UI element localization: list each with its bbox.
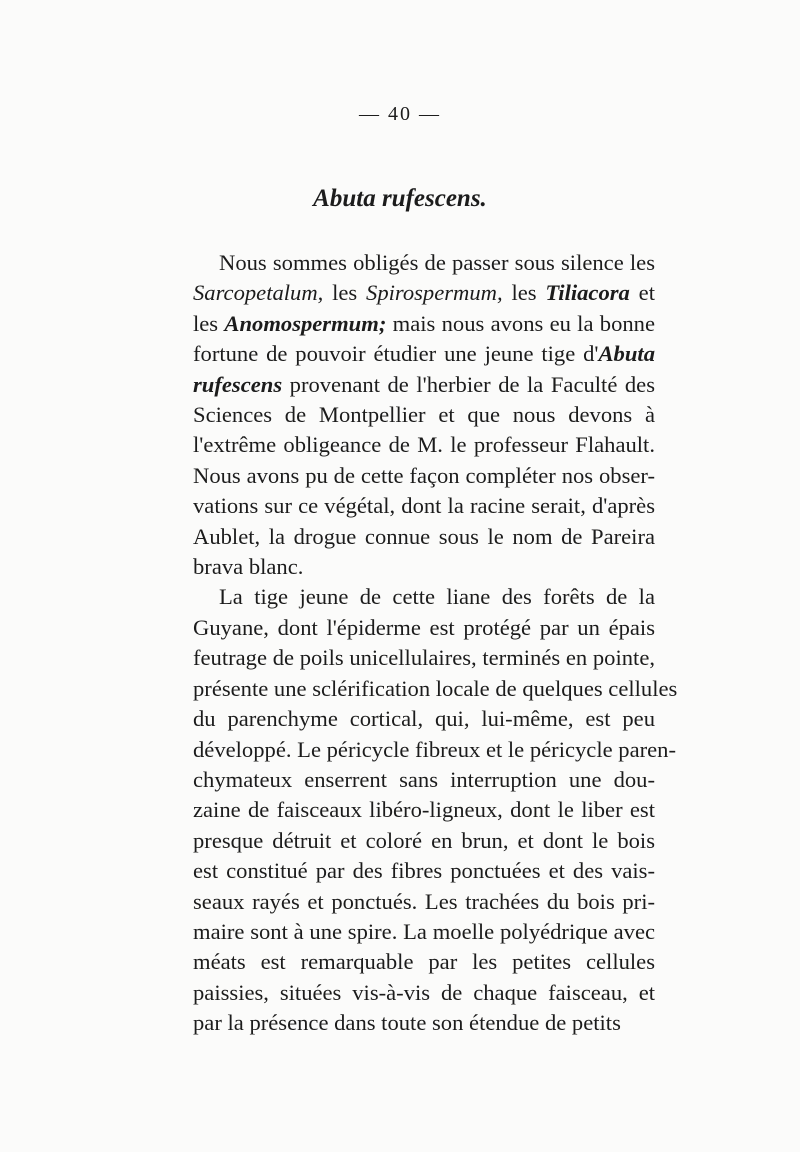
text-run: seaux rayés et ponctués. Les trachées du bois pri- [193,888,655,914]
text-run: Guyane, dont l'épiderme est protégé par un épais [193,614,655,640]
text-line [193,552,655,582]
text-line [193,887,655,917]
text-line [193,613,655,643]
italic-term: Abuta [598,341,655,367]
text-run: paissies, situées vis-à-vis de chaque faisceau, et [193,979,655,1005]
text-line [193,309,655,339]
text-run: est constitué par des fibres ponctuées et des vais- [193,858,655,884]
text-run: presque détruit et coloré en brun, et dont le bois [193,827,655,853]
paragraph-2 [193,582,678,1038]
italic-term: Sarcopetalum, [193,280,324,306]
text-line [193,582,655,612]
text-run: présente une sclérification locale de quelques cellules [193,675,678,701]
text-line [193,1008,655,1038]
text-line [193,826,655,856]
italic-term: Tiliacora [545,280,630,306]
text-line [193,947,655,977]
text-run: provenant de l'herbier de la Faculté des [282,371,655,397]
paragraph-1 [193,248,655,582]
text-line [193,522,655,552]
text-line [193,978,655,1008]
text-line [193,430,655,460]
text-line [193,248,655,278]
text-run: les [323,280,367,306]
text-run: développé. Le péricycle fibreux et le péricycle paren- [193,736,676,762]
text-run: les [193,310,225,336]
text-run: zaine de faisceaux libéro-ligneux, dont le liber est [193,797,655,823]
text-line [193,704,655,734]
text-run: vations sur ce végétal, dont la racine serait, d'après [193,493,655,519]
text-line [193,735,676,765]
section-title: Abuta rufescens. [313,185,487,212]
text-run: méats est remarquable par les petites cellules [193,949,655,975]
text-run: chymateux enserrent sans interruption une dou- [193,766,655,792]
text-run: Aublet, la drogue connue sous le nom de Pareira [193,523,655,549]
text-line [193,643,655,673]
text-run: maire sont à une spire. La moelle polyédrique avec [193,918,655,944]
text-line [193,856,655,886]
text-run: les [502,280,546,306]
text-line [193,917,655,947]
text-run: mais nous avons eu la bonne [386,310,655,336]
text-line [193,461,655,491]
text-line [193,491,655,521]
text-run: et [629,280,655,306]
text-run: fortune de pouvoir étudier une jeune tige d' [193,341,599,367]
text-run: l'extrême obligeance de M. le professeur Flahault. [193,432,655,458]
text-run: La tige jeune de cette liane des forêts de la [219,584,655,610]
page-number: — 40 — [359,103,441,125]
italic-term: Spirospermum, [366,280,503,306]
italic-term: Anomospermum; [224,310,387,336]
italic-term: rufescens [193,371,283,397]
text-run: feutrage de poils unicellulaires, terminés en pointe, [193,645,655,671]
text-run: Sciences de Montpellier et que nous devons à [193,402,655,428]
text-run: du parenchyme cortical, qui, lui-même, est peu [193,706,655,732]
text-line [193,370,655,400]
text-line [193,339,655,369]
text-run: Nous avons pu de cette façon compléter nos obser- [193,462,655,488]
text-line [193,765,655,795]
text-line [193,795,655,825]
text-line [193,400,655,430]
text-run: Nous sommes obligés de passer sous silence les [219,250,655,275]
text-line [193,674,678,704]
body-text [193,248,678,1039]
text-line [193,278,655,308]
text-run: par la présence dans toute son étendue de petits [193,1010,621,1036]
text-run: brava blanc. [193,554,304,580]
